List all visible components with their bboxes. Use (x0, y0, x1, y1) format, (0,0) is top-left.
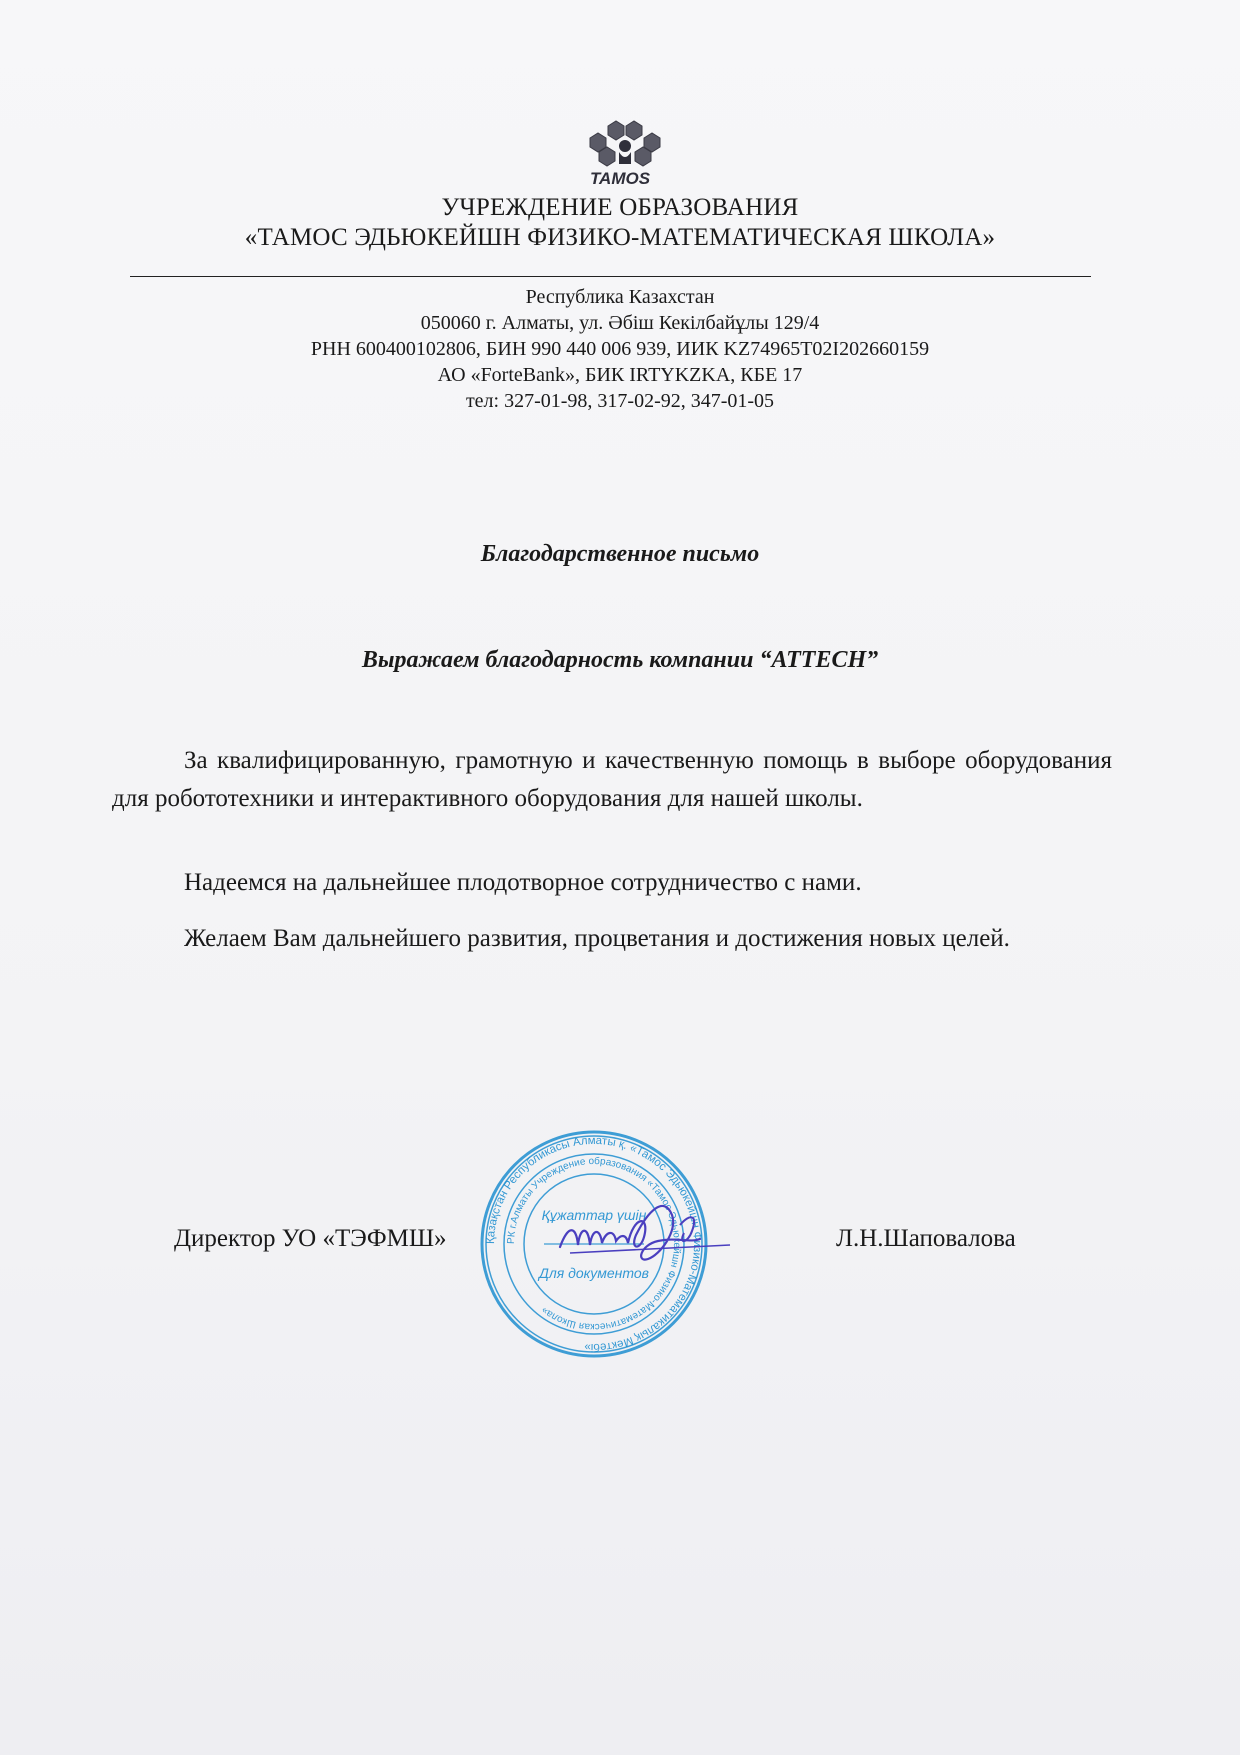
stamp-inner-text: РК г.Алматы Учреждение образования «Тамос Эдьюкейшн Физико-Математическая Школа» (505, 1155, 683, 1333)
letter-title: Благодарственное письмо (480, 541, 760, 567)
paragraph-2: Надеемся на дальнейшее плодотворное сотрудничество с нами. (184, 869, 862, 896)
address-phones: тел: 327-01-98, 317-02-92, 347-01-05 (465, 390, 775, 412)
tamos-logo-icon (570, 118, 670, 190)
logo-text: TAMOS (589, 169, 651, 188)
signatory-position: Директор УО «ТЭФМШ» (174, 1225, 447, 1252)
header-divider (130, 276, 1091, 277)
handwritten-signature (540, 1185, 770, 1275)
address-street: 050060 г. Алматы, ул. Әбіш Кекілбайұлы 129/4 (420, 312, 820, 334)
signatory-name: Л.Н.Шаповалова (836, 1225, 1016, 1252)
paragraph-3: Желаем Вам дальнейшего развития, процветания и достижения новых целей. (184, 925, 1010, 952)
stamp-center-top: Құжаттар үшін (541, 1207, 647, 1223)
org-name: «ТАМОС ЭДЬЮКЕЙШН ФИЗИКО-МАТЕМАТИЧЕСКАЯ ШКОЛА» (244, 224, 996, 251)
org-type: УЧРЕЖДЕНИЕ ОБРАЗОВАНИЯ (441, 194, 799, 221)
address-bank: АО «ForteBank», БИК IRTYKZKA, КБЕ 17 (437, 364, 803, 386)
letter-subtitle: Выражаем благодарность компании “ATTECH” (361, 647, 879, 673)
stamp-outer-text: Қазақстан Республикасы Алматы қ. «Тамос Эдьюкейшн Физико-Математикалық Мектебі» (484, 1134, 704, 1354)
stamp-center-bottom: Для документов (539, 1265, 649, 1281)
address-country: Республика Казахстан (525, 286, 715, 308)
paragraph-1: За квалифицированную, грамотную и качественную помощь в выборе оборудования для робототехники и интерактивного оборудования для нашей школы. (112, 747, 1112, 812)
address-ids: РНН 600400102806, БИН 990 440 006 939, ИИК KZ74965T02I202660159 (310, 338, 930, 360)
